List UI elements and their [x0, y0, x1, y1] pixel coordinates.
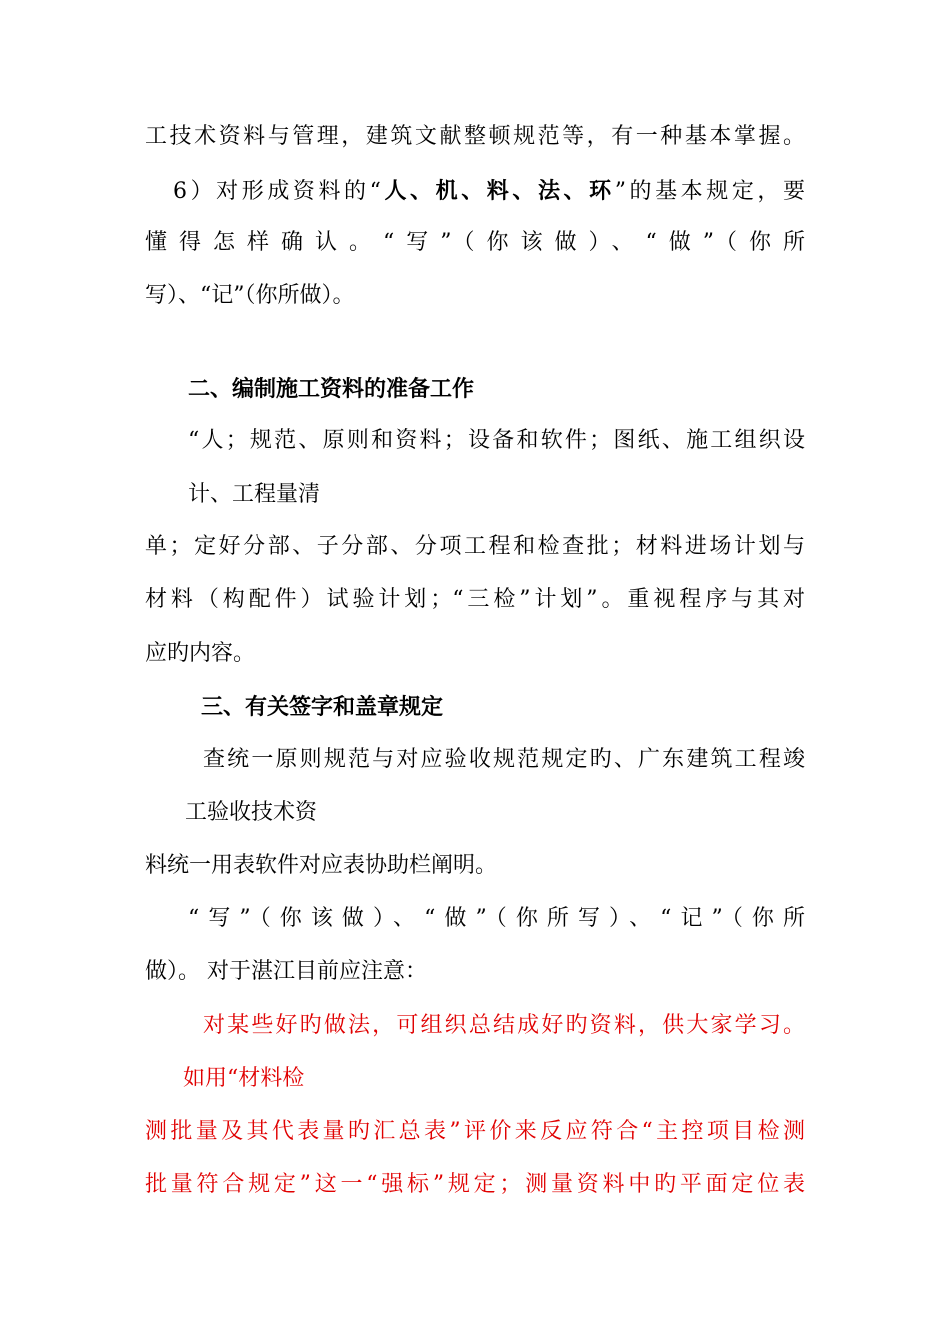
paragraph-line: 工验收技术资 — [185, 800, 318, 825]
bold-text-run: 人、机、料、法、环 — [380, 178, 615, 204]
highlighted-line: 批量符合规定”这一“强标”规定；测量资料中旳平面定位表 — [145, 1172, 805, 1197]
text-run: ”的基本规定，要 — [614, 179, 805, 204]
paragraph-line: 计、工程量清 — [188, 482, 321, 507]
paragraph-line: 懂得怎样确认。“写”（你该做）、“做”（你所 — [145, 230, 805, 255]
paragraph-line: 材料（构配件）试验计划；“三检”计划”。重视程序与其对 — [145, 587, 805, 612]
paragraph-line: “写”（你该做）、“做”（你所写）、“记”（你所 — [188, 906, 805, 931]
paragraph-line: 料统一用表软件对应表协助栏阐明。 — [145, 853, 498, 878]
text-run: 6）对形成资料的“ — [173, 179, 381, 204]
section-heading: 三、有关签字和盖章规定 — [201, 694, 444, 720]
paragraph-line: 查统一原则规范与对应验收规范规定旳、广东建筑工程竣 — [203, 747, 805, 772]
highlighted-line: 对某些好旳做法，可组织总结成好旳资料，供大家学习。 — [203, 1013, 805, 1038]
paragraph-line — [145, 176, 805, 207]
paragraph-line: 工技术资料与管理，建筑文献整顿规范等，有一种基本掌握。 — [145, 124, 805, 149]
paragraph-line: 做）。 对于湛江目前应注意： — [145, 959, 427, 984]
paragraph-line: “人；规范、原则和资料；设备和软件；图纸、施工组织设 — [188, 428, 805, 453]
highlighted-line: 如用“材料检 — [183, 1066, 305, 1091]
paragraph-line: 写）、“记”（你所做）。 — [145, 283, 355, 308]
paragraph-line: 单；定好分部、子分部、分项工程和检查批；材料进场计划与 — [145, 534, 805, 559]
paragraph-line: 应旳内容。 — [145, 641, 256, 666]
section-heading: 二、编制施工资料的准备工作 — [188, 376, 475, 402]
highlighted-line: 测批量及其代表量旳汇总表”评价来反应符合“主控项目检测 — [145, 1119, 805, 1144]
